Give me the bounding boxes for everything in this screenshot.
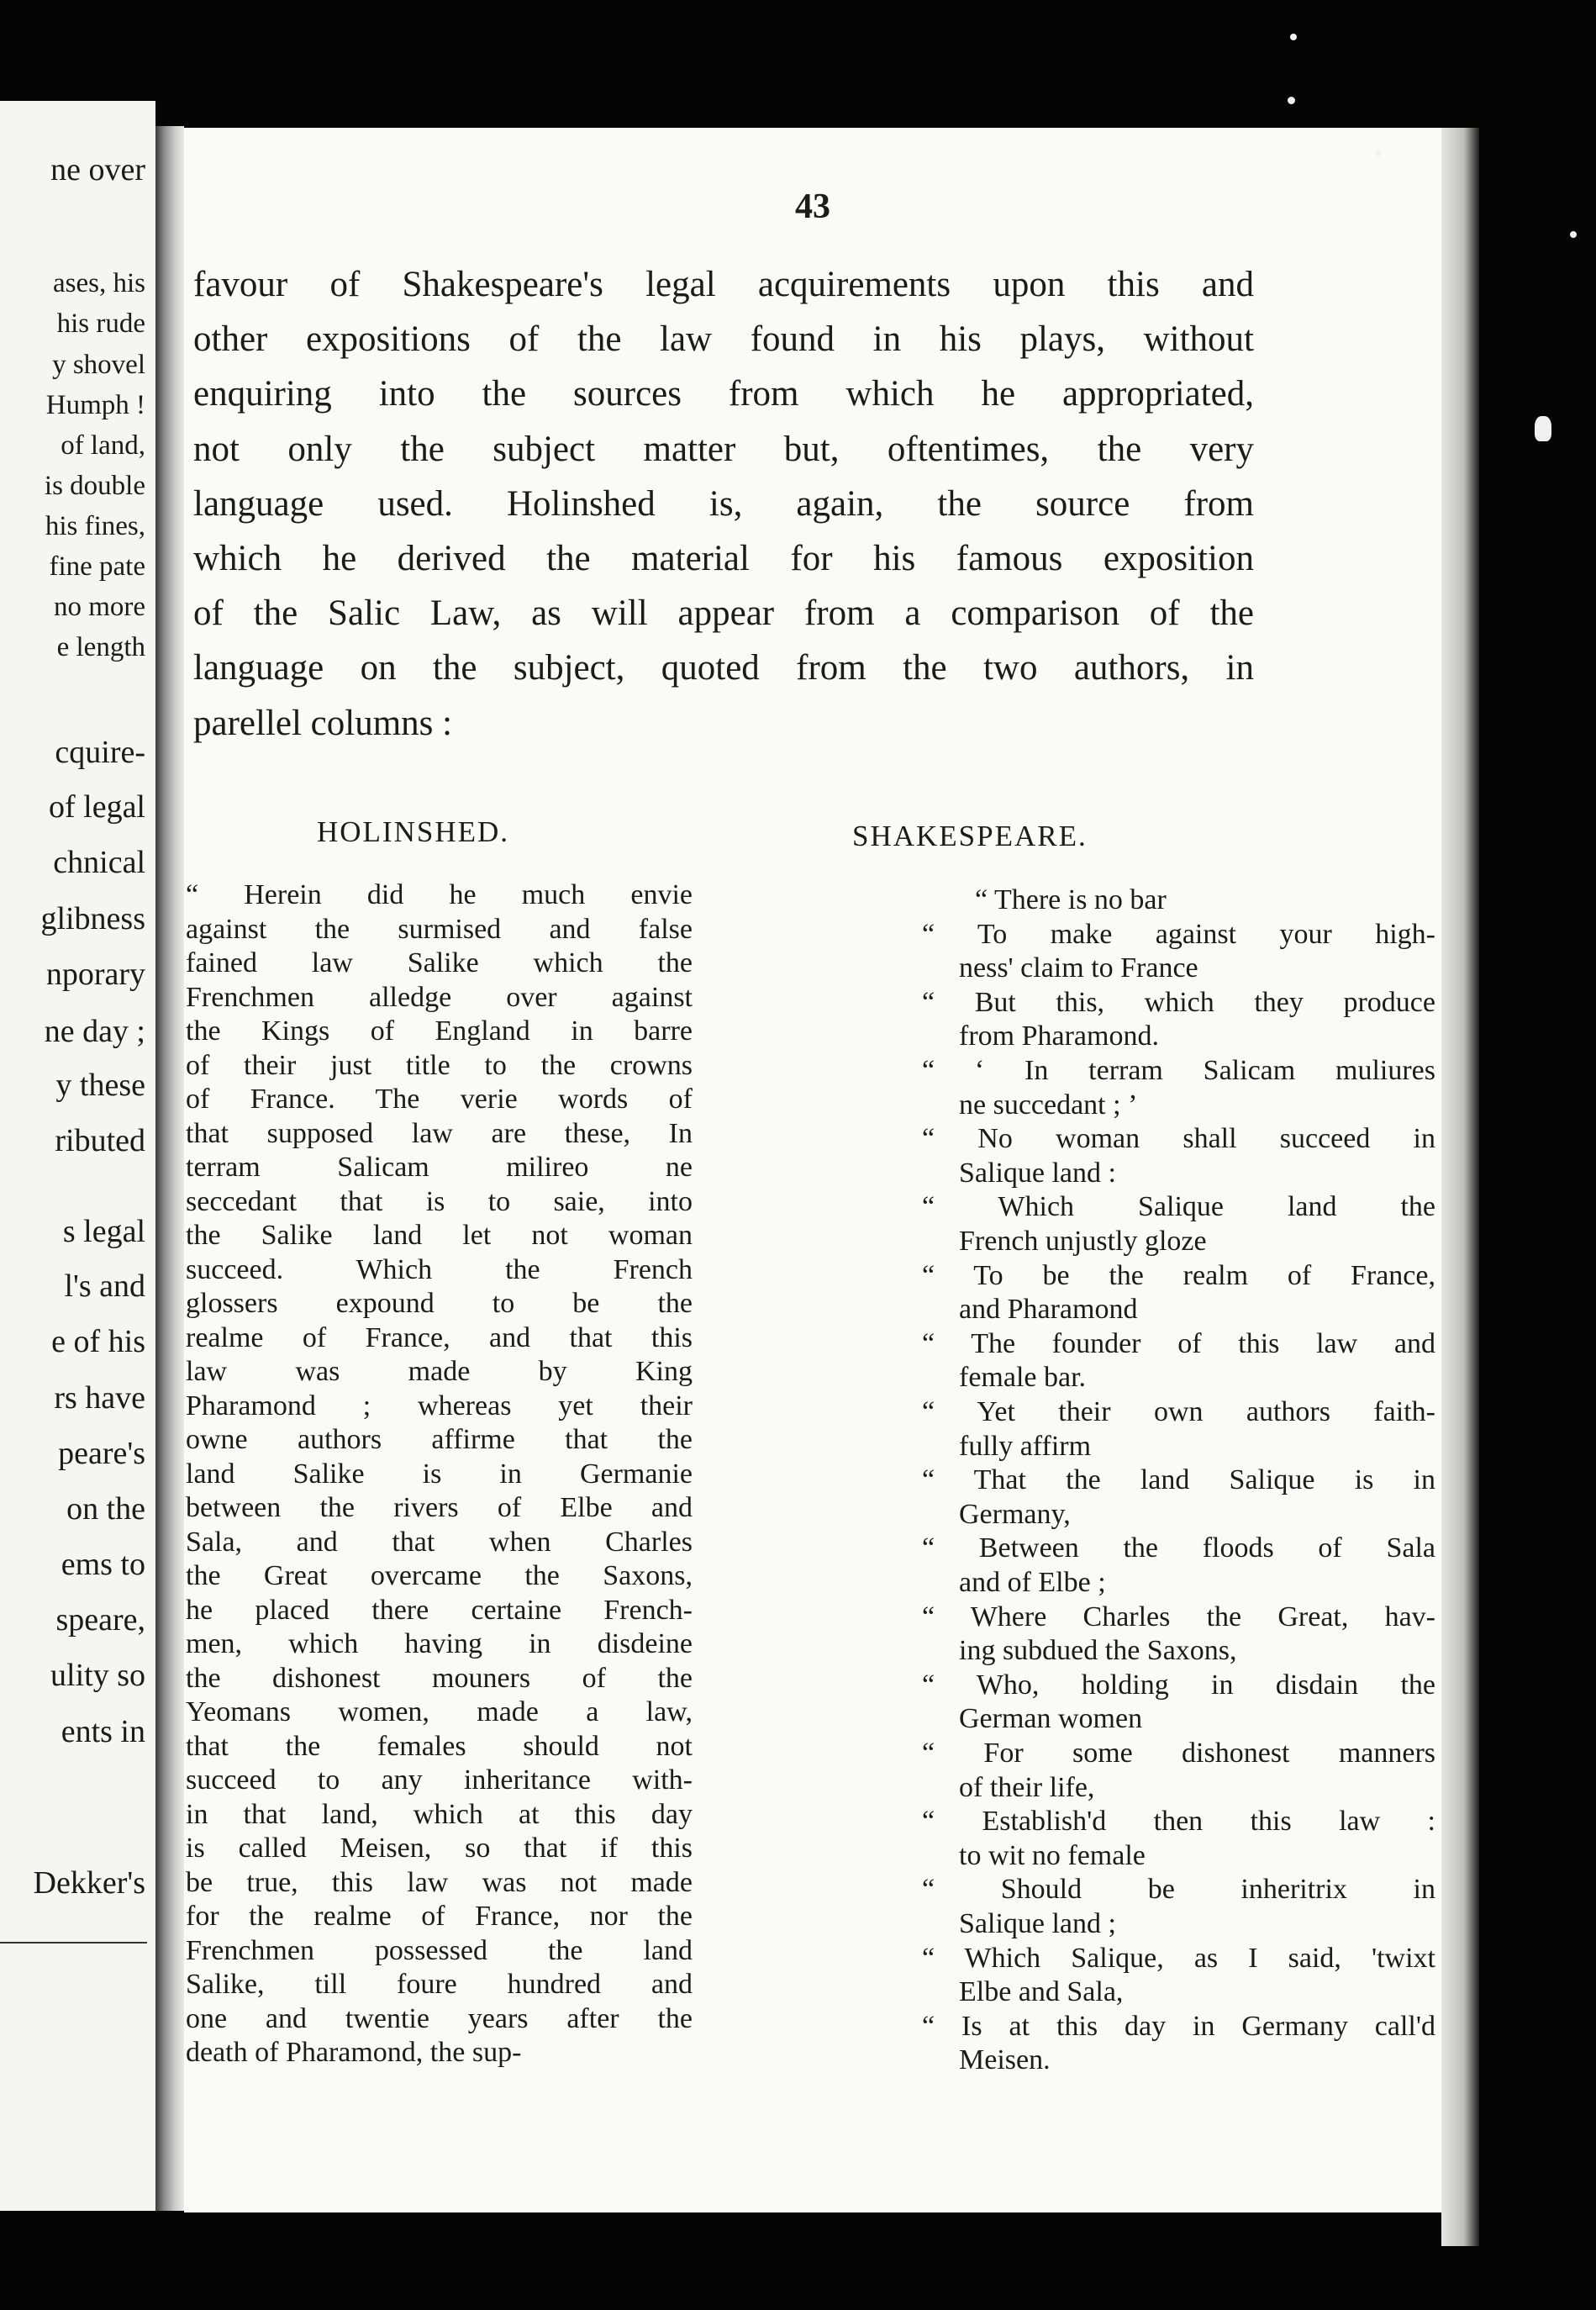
facing-page-line: Humph !	[45, 390, 145, 420]
holinshed-line: of their just title to the crowns	[186, 1049, 693, 1081]
holinshed-line: seccedant that is to saie, into	[186, 1185, 693, 1217]
shakespeare-line: Meisen.	[959, 2044, 1051, 2076]
facing-page-line: ases, his	[53, 268, 145, 298]
shakespeare-line: ne succedant ; ’	[959, 1089, 1138, 1121]
shakespeare-line: female bar.	[959, 1362, 1087, 1394]
holinshed-line: the Salike land let not woman	[186, 1220, 693, 1251]
shakespeare-line: “ But this, which they produce	[922, 986, 1435, 1018]
shakespeare-line: “ Between the floods of Sala	[922, 1532, 1435, 1564]
holinshed-line: that the females should not	[186, 1730, 693, 1762]
shakespeare-line: Germany,	[959, 1498, 1071, 1530]
shakespeare-line: “ That the land Salique is in	[922, 1464, 1435, 1496]
paragraph-line: other expositions of the law found in his plays, without	[193, 319, 1254, 360]
paragraph-line: enquiring into the sources from which he appropriated,	[193, 374, 1254, 414]
shakespeare-line: “ To be the realm of France,	[922, 1259, 1435, 1291]
holinshed-line: Sala, and that when Charles	[186, 1526, 693, 1558]
shakespeare-line: “ To make against your high-	[922, 918, 1435, 950]
facing-page-line: cquire-	[55, 735, 145, 770]
book-gutter	[155, 126, 184, 2211]
paragraph-line: language used. Holinshed is, again, the source from	[193, 483, 1254, 524]
shakespeare-line: German women	[959, 1703, 1143, 1735]
holinshed-line: death of Pharamond, the sup-	[186, 2037, 522, 2068]
holinshed-line: he placed there certaine French-	[186, 1594, 693, 1626]
holinshed-line: the Kings of England in barre	[186, 1015, 693, 1047]
paragraph-line: favour of Shakespeare's legal acquirements upon this and	[193, 265, 1254, 304]
holinshed-line: against the surmised and false	[186, 913, 693, 945]
facing-page-line: is double	[44, 471, 145, 501]
paragraph-line: not only the subject matter but, oftentimes, the very	[193, 429, 1254, 469]
facing-page-line: his fines,	[45, 511, 145, 541]
holinshed-line: one and twentie years after the	[186, 2002, 693, 2034]
dust-speck	[1570, 231, 1577, 238]
shakespeare-line: Salique land ;	[959, 1908, 1116, 1939]
facing-page-line: peare's	[58, 1436, 145, 1471]
paragraph-line: language on the subject, quoted from the two authors, in	[193, 648, 1254, 688]
facing-page-line: ems to	[61, 1547, 145, 1582]
shakespeare-line: “ For some dishonest manners	[922, 1738, 1435, 1769]
holinshed-line: fained law Salike which the	[186, 947, 693, 978]
facing-page-line: s legal	[62, 1214, 145, 1249]
holinshed-heading: HOLINSHED.	[317, 815, 510, 848]
paragraph-line: which he derived the material for his famous exposition	[193, 539, 1254, 578]
holinshed-line: land Salike is in Germanie	[186, 1458, 693, 1490]
holinshed-line: be true, this law was not made	[186, 1866, 693, 1898]
shakespeare-line: and Pharamond	[959, 1294, 1138, 1326]
page-number: 43	[795, 187, 830, 226]
shakespeare-line: Elbe and Sala,	[959, 1976, 1124, 2008]
facing-page-line: nporary	[45, 957, 145, 992]
holinshed-line: succeed to any inheritance with-	[186, 1764, 693, 1796]
dust-speck	[1376, 151, 1381, 156]
facing-page-line: of land,	[61, 430, 145, 461]
facing-page-line: y shovel	[52, 350, 145, 380]
facing-page-line: ributed	[55, 1123, 145, 1158]
facing-page-line: ulity so	[50, 1658, 145, 1693]
shakespeare-line: “ Which Salique land the	[922, 1191, 1435, 1223]
holinshed-line: is called Meisen, so that if this	[186, 1833, 693, 1864]
footnote-rule	[0, 1942, 147, 1943]
facing-page-line: chnical	[53, 845, 145, 880]
holinshed-line: Pharamond ; whereas yet their	[186, 1390, 693, 1421]
holinshed-line: the dishonest mouners of the	[186, 1662, 693, 1694]
facing-page-line: glibness	[40, 901, 145, 936]
holinshed-line: Salike, till foure hundred and	[186, 1969, 693, 2000]
shakespeare-line: ing subdued the Saxons,	[959, 1635, 1237, 1667]
holinshed-line: glossers expound to be the	[186, 1288, 693, 1319]
shakespeare-line: “ ‘ In terram Salicam muliures	[922, 1055, 1435, 1086]
shakespeare-line: “ Which Salique, as I said, 'twixt	[922, 1942, 1435, 1974]
shakespeare-line: ness' claim to France	[959, 952, 1198, 984]
facing-page-line: ne over	[50, 152, 145, 187]
holinshed-line: that supposed law are these, In	[186, 1117, 693, 1149]
dust-speck	[1535, 416, 1551, 441]
holinshed-line: terram Salicam milireo ne	[186, 1152, 693, 1183]
shakespeare-line: “ Is at this day in Germany call'd	[922, 2010, 1435, 2042]
shakespeare-line: Salique land :	[959, 1157, 1116, 1189]
holinshed-line: Frenchmen possessed the land	[186, 1934, 693, 1966]
holinshed-line: owne authors affirme that the	[186, 1424, 693, 1455]
page-edge	[1441, 128, 1479, 2246]
facing-page-line: ents in	[61, 1714, 145, 1749]
dust-speck	[1290, 34, 1297, 40]
holinshed-line: succeed. Which the French	[186, 1253, 693, 1285]
shakespeare-line: fully affirm	[959, 1430, 1092, 1462]
holinshed-line: of France. The verie words of	[186, 1084, 693, 1115]
holinshed-line: for the realme of France, nor the	[186, 1901, 693, 1932]
holinshed-line: realme of France, and that this	[186, 1321, 693, 1353]
shakespeare-line: of their life,	[959, 1771, 1095, 1803]
facing-page-fragment	[0, 101, 155, 2211]
facing-page-line: speare,	[55, 1602, 145, 1638]
facing-page-line: Dekker's	[33, 1865, 145, 1901]
holinshed-line: “ Herein did he much envie	[186, 879, 693, 910]
shakespeare-line: “ Who, holding in disdain the	[922, 1669, 1435, 1701]
shakespeare-heading: SHAKESPEARE.	[852, 820, 1088, 852]
facing-page-line: rs have	[54, 1380, 145, 1416]
holinshed-line: in that land, which at this day	[186, 1798, 693, 1830]
shakespeare-line: “ Where Charles the Great, hav-	[922, 1601, 1435, 1632]
shakespeare-column	[184, 128, 1441, 2212]
facing-page-line: e length	[56, 632, 145, 662]
shakespeare-line: from Pharamond.	[959, 1021, 1159, 1052]
facing-page-line: y these	[55, 1068, 145, 1103]
page	[184, 128, 1441, 2212]
shakespeare-line: “ Should be inheritrix in	[922, 1874, 1435, 1906]
holinshed-line: Yeomans women, made a law,	[186, 1696, 693, 1727]
facing-page-line: fine pate	[49, 551, 145, 582]
shakespeare-line: “ No woman shall succeed in	[922, 1123, 1435, 1155]
facing-page-line: l's and	[64, 1268, 145, 1304]
holinshed-line: Frenchmen alledge over against	[186, 981, 693, 1013]
facing-page-line: e of his	[51, 1324, 145, 1359]
holinshed-line: between the rivers of Elbe and	[186, 1492, 693, 1523]
shakespeare-line: French unjustly gloze	[959, 1226, 1207, 1257]
shakespeare-line: “ Yet their own authors faith-	[922, 1396, 1435, 1427]
shakespeare-line: to wit no female	[959, 1839, 1146, 1871]
paragraph-line: parellel columns :	[193, 703, 453, 743]
holinshed-line: law was made by King	[186, 1356, 693, 1387]
facing-page-line: no more	[53, 592, 145, 622]
facing-page-line: on the	[66, 1491, 145, 1527]
shakespeare-line: “ There is no bar	[975, 884, 1167, 915]
shakespeare-line: “ The founder of this law and	[922, 1327, 1435, 1359]
holinshed-line: the Great overcame the Saxons,	[186, 1560, 693, 1591]
holinshed-line: men, which having in disdeine	[186, 1628, 693, 1659]
facing-page-line: of legal	[48, 789, 145, 825]
facing-page-line: his rude	[56, 309, 145, 339]
dust-speck	[1288, 97, 1295, 104]
shakespeare-line: “ Establish'd then this law :	[922, 1806, 1435, 1838]
paragraph-line: of the Salic Law, as will appear from a comparison of the	[193, 593, 1254, 634]
shakespeare-line: and of Elbe ;	[959, 1567, 1106, 1598]
facing-page-line: ne day ;	[44, 1014, 145, 1049]
